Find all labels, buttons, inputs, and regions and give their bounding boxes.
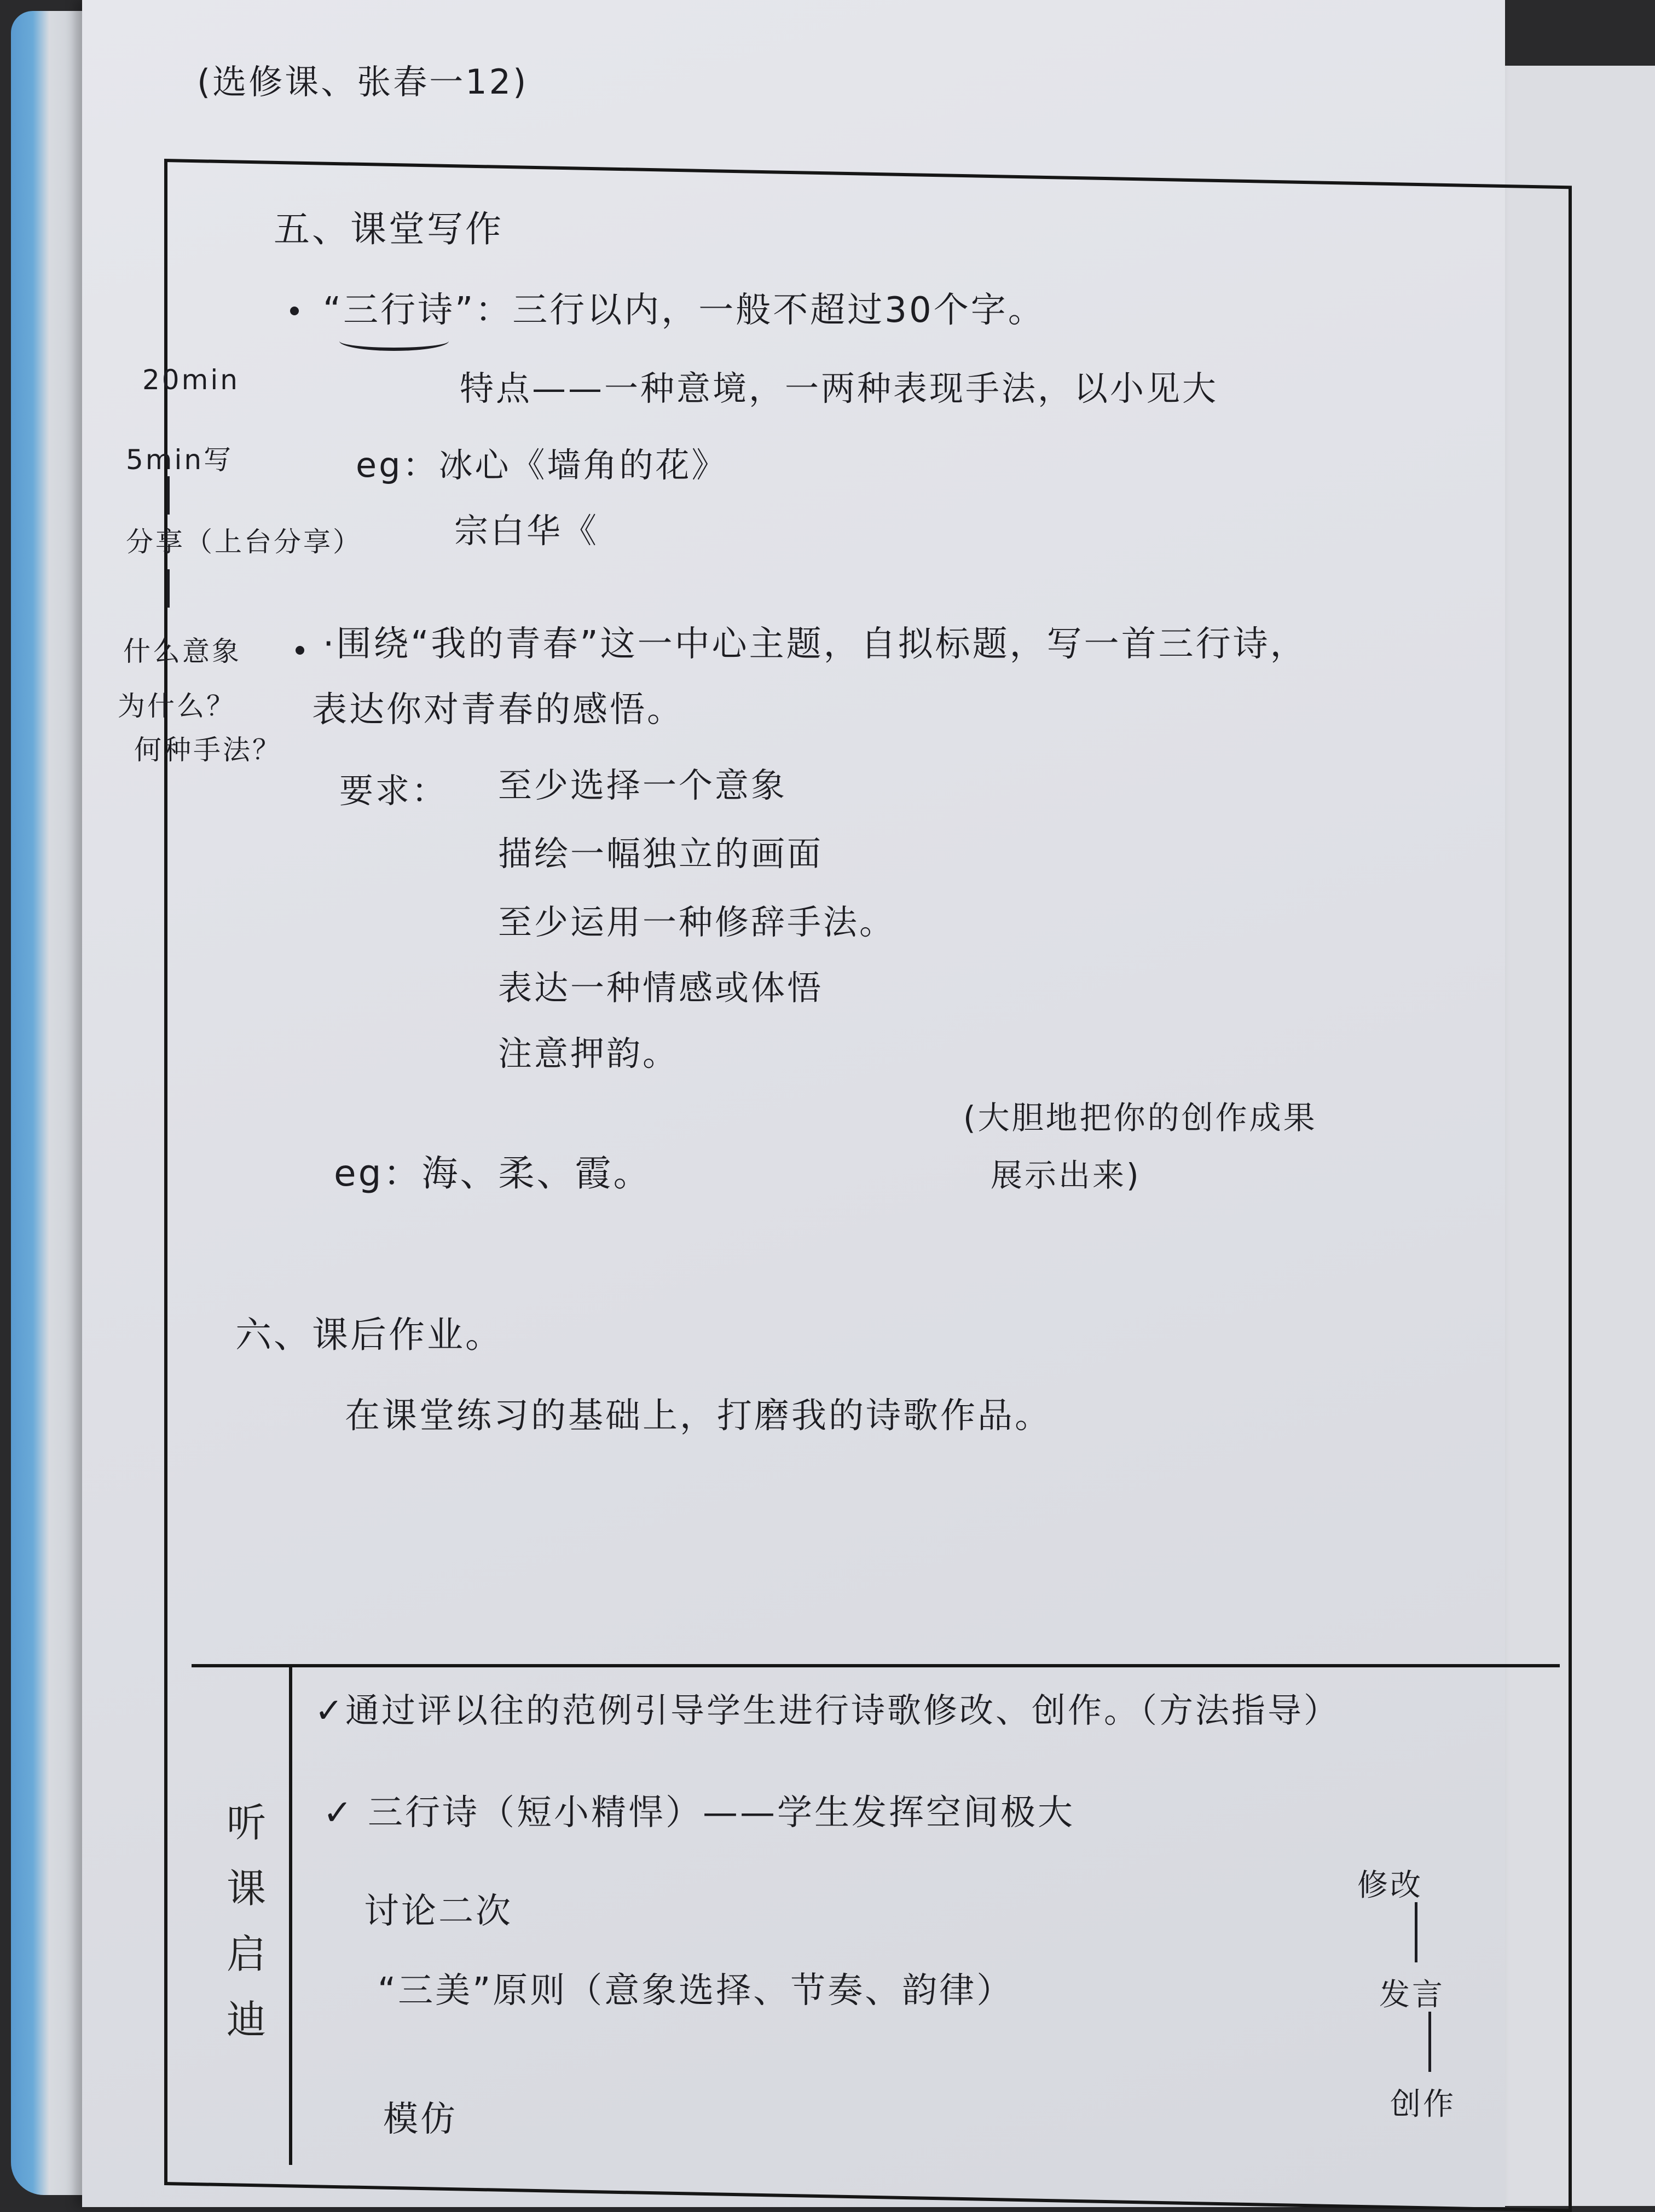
requirements-label: 要求： — [339, 771, 448, 811]
insight-label — [216, 1790, 276, 2053]
requirement-item: 至少运用一种修辞手法。 — [498, 902, 896, 942]
margin-share: 分享（上台分享） — [126, 526, 362, 558]
insight-label-char: 课 — [226, 1866, 266, 1911]
insight-label-divider — [289, 1667, 292, 2165]
insight-line-3: 讨论二次 — [364, 1891, 513, 1932]
side-paren-note-2: 展示出来) — [991, 1157, 1141, 1194]
side-paren-note-1: (大胆地把你的创作成果 — [963, 1099, 1317, 1136]
insight-label-char: 听 — [226, 1800, 266, 1846]
homework-line: 在课堂练习的基础上，打磨我的诗歌作品。 — [345, 1396, 1052, 1436]
insight-separator — [192, 1664, 1560, 1667]
example-line-2: 宗白华《 — [454, 511, 599, 551]
term-underline — [339, 331, 449, 351]
bullet-dot — [296, 646, 304, 655]
margin-time-5min: 5min写 — [126, 444, 234, 476]
header-note: (选修课、张春一12) — [197, 62, 529, 102]
margin-arrow — [167, 569, 170, 608]
insight-line-2: ✓ 三行诗（短小精悍）——学生发挥空间极大 — [323, 1793, 1075, 1833]
features-line: 特点——一种意境，一两种表现手法，以小见大 — [460, 368, 1219, 408]
flow-step-revise: 修改 — [1357, 1868, 1423, 1903]
task-line-2: 表达你对青春的感悟。 — [312, 690, 684, 730]
margin-question-1: 什么意象 — [123, 636, 241, 667]
example-line-3: eg：海、柔、霞。 — [334, 1152, 652, 1194]
section-six-title: 六、课后作业。 — [235, 1314, 504, 1356]
bullet-dot — [290, 307, 299, 315]
margin-time-20min: 20min — [142, 364, 240, 396]
margin-question-2: 为什么？ — [118, 690, 236, 722]
requirement-item: 表达一种情感或体悟 — [498, 968, 824, 1008]
flow-arrow — [1415, 1902, 1417, 1962]
three-line-definition: “三行诗”：三行以内，一般不超过30个字。 — [323, 290, 1045, 331]
requirement-item: 至少选择一个意象 — [498, 765, 788, 805]
insight-line-5: 模仿 — [383, 2099, 458, 2140]
example-line-1: eg：冰心《墙角的花》 — [356, 445, 728, 485]
flow-arrow — [1428, 2012, 1431, 2072]
margin-question-3: 何种手法？ — [134, 734, 282, 766]
task-line-1: ·围绕“我的青春”这一中心主题，自拟标题，写一首三行诗， — [323, 624, 1307, 665]
margin-arrow — [167, 476, 170, 515]
insight-label-char: 启 — [226, 1931, 266, 1977]
insight-label-char: 迪 — [226, 1997, 266, 2043]
requirement-item: 描绘一幅独立的画面 — [498, 834, 824, 874]
insight-line-1: ✓通过评以往的范例引导学生进行诗歌修改、创作。（方法指导） — [315, 1690, 1340, 1730]
section-five-title: 五、课堂写作 — [274, 208, 504, 250]
flow-step-create: 创作 — [1390, 2087, 1456, 2122]
flow-step-speak: 发言 — [1379, 1977, 1445, 2013]
insight-line-4: “三美”原则（意象选择、节奏、韵律） — [378, 1971, 1014, 2011]
requirement-item: 注意押韵。 — [498, 1033, 679, 1073]
